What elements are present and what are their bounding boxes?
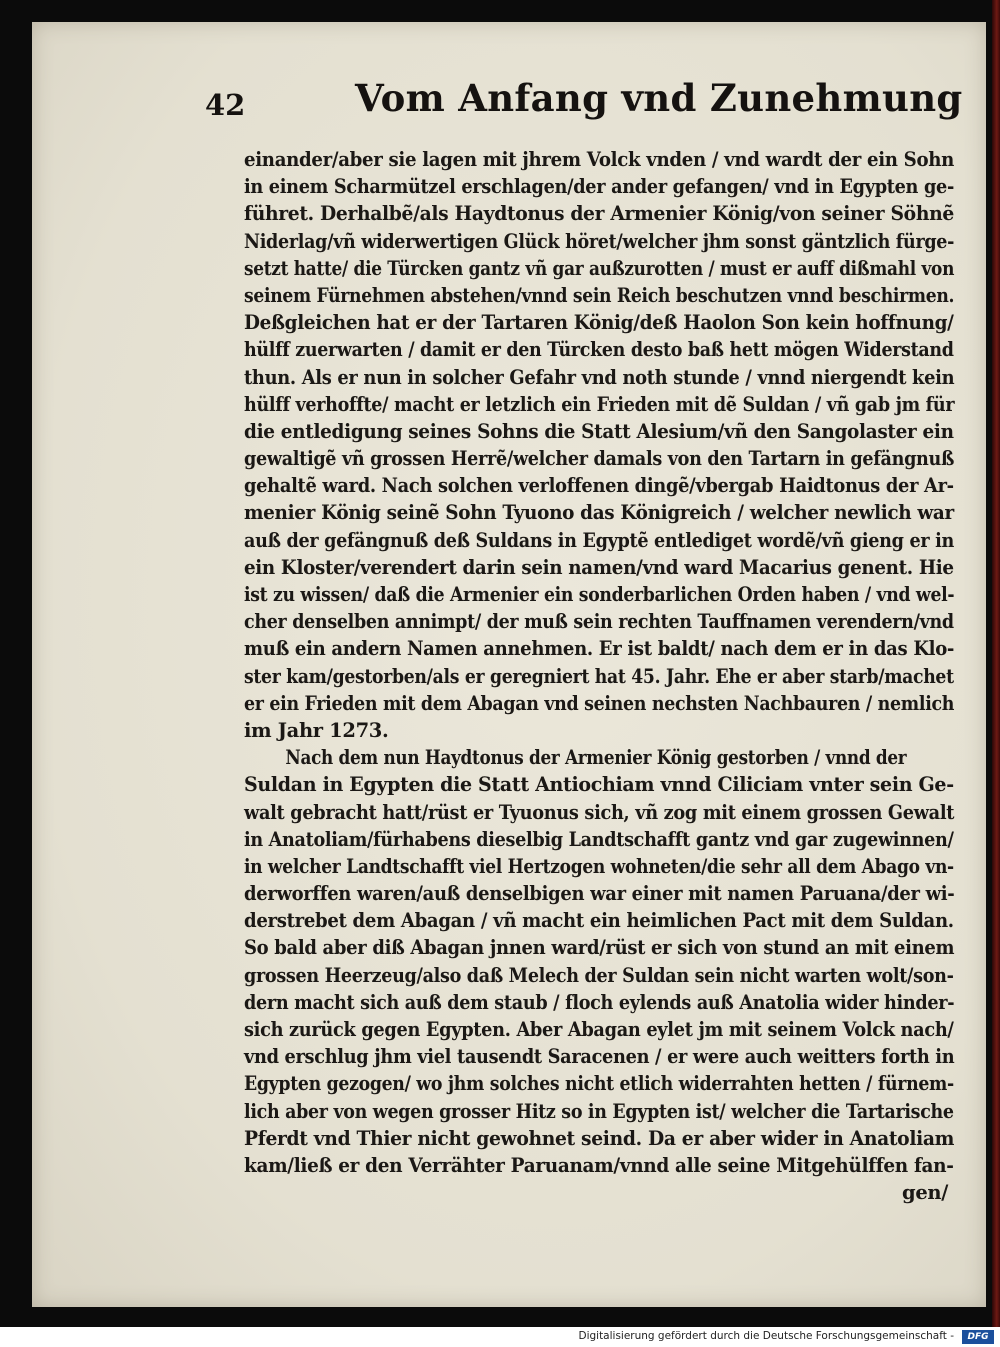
- text-line: derstrebet dem Abagan / vñ macht ein heimlichen Pact mit dem Suldan.: [244, 909, 954, 933]
- text-line: ein Kloster/verendert darin sein namen/vnd ward Macarius genent. Hie: [244, 555, 954, 579]
- running-head-title: Vom Anfang vnd Zunehmung: [355, 76, 963, 120]
- text-line: kam/ließ er den Verrähter Paruanam/vnnd alle seine Mitgehülffen fan-: [244, 1153, 954, 1177]
- text-line: vnd erschlug jhm viel tausendt Saracenen / er were auch weitters forth in: [244, 1045, 955, 1069]
- funding-credit: Digitalisierung gefördert durch die Deutsche Forschungsgemeinschaft -: [578, 1330, 954, 1342]
- text-line: einander/aber sie lagen mit jhrem Volck vnden / vnd wardt der ein Sohn: [244, 148, 955, 171]
- text-line: dern macht sich auß dem staub / floch eylends auß Anatolia wider hinder-: [244, 990, 955, 1014]
- text-line: sich zurück gegen Egypten. Aber Abagan eylet jm mit seinem Volck nach/: [244, 1018, 954, 1041]
- text-line: in einem Scharmützel erschlagen/der ander gefangen/ vnd in Egypten ge-: [244, 175, 954, 199]
- text-line: menier König seinẽ Sohn Tyuono das Königreich / welcher newlich war: [244, 501, 954, 525]
- text-line: in welcher Landtschafft viel Hertzogen wohneten/die sehr all dem Abago vn-: [244, 854, 954, 878]
- text-line: auß der gefängnuß deß Suldans in Egyptẽ entlediget wordẽ/vñ gieng er in: [244, 528, 954, 552]
- text-line: setzt hatte/ die Türcken gantz vñ gar außzurotten / must er auff dißmahl von: [244, 256, 955, 280]
- text-line: gen/: [902, 1181, 948, 1205]
- text-line: die entledigung seines Sohns die Statt Alesium/vñ den Sangolaster ein: [244, 419, 954, 443]
- text-line: walt gebracht hatt/rüst er Tyuonus sich, vñ zog mit einem grossen Gewalt: [244, 800, 955, 824]
- text-line: gehaltẽ ward. Nach solchen verloffenen dingẽ/vbergab Haidtonus der Ar-: [244, 474, 954, 498]
- text-line: cher denselben annimpt/ der muß sein rechten Tauffnamen verendern/vnd: [244, 610, 954, 634]
- text-line: Nach dem nun Haydtonus der Armenier König gestorben / vnnd der: [285, 746, 907, 770]
- text-line: gewaltigẽ vñ grossen Herrẽ/welcher damals von den Tartarn in gefängnuß: [244, 447, 955, 471]
- text-line: So bald aber diß Abagan jnnen ward/rüst er sich von stund an mit einem: [244, 936, 955, 960]
- dfg-logo: DFG: [962, 1330, 994, 1344]
- text-line: hülff zuerwarten / damit er den Türcken desto baß hett mögen Widerstand: [244, 338, 954, 362]
- text-line: seinem Fürnehmen abstehen/vnnd sein Reich beschutzen vnnd beschirmen.: [244, 283, 955, 307]
- text-line: Niderlag/vñ widerwertigen Glück höret/welcher jhm sonst gäntzlich fürge-: [244, 229, 955, 253]
- text-line: Suldan in Egypten die Statt Antiochiam vnnd Ciliciam vnter sein Ge-: [244, 773, 954, 797]
- text-line: im Jahr 1273.: [244, 718, 389, 742]
- body-text: [244, 146, 954, 1206]
- text-line: er ein Frieden mit dem Abagan vnd seinen nechsten Nachbauren / nemlich: [244, 691, 955, 715]
- text-line: muß ein andern Namen annehmen. Er ist baldt/ nach dem er in das Klo-: [244, 637, 955, 661]
- page-number: 42: [205, 88, 246, 122]
- text-line: Egypten gezogen/ wo jhm solches nicht etlich widerrahten hetten / fürnem-: [244, 1072, 954, 1096]
- text-line: in Anatoliam/fürhabens dieselbig Landtschafft gantz vnd gar zugewinnen/: [244, 827, 954, 851]
- text-line: führet. Derhalbẽ/als Haydtonus der Armenier König/von seiner Söhnẽ: [244, 202, 954, 226]
- text-line: Deßgleichen hat er der Tartaren König/deß Haolon Son kein hoffnung/: [244, 311, 954, 335]
- text-line: derworffen waren/auß denselbigen war einer mit namen Paruana/der wi-: [244, 882, 955, 906]
- book-edge: [992, 0, 1000, 1327]
- footer-bar: [0, 1327, 1000, 1347]
- text-line: thun. Als er nun in solcher Gefahr vnd noth stunde / vnnd niergendt kein: [244, 365, 955, 389]
- text-line: hülff verhoffte/ macht er letzlich ein Frieden mit dẽ Suldan / vñ gab jm für: [244, 392, 955, 416]
- text-line: lich aber von wegen grosser Hitz so in Egypten ist/ welcher die Tartarische: [244, 1099, 954, 1123]
- text-line: grossen Heerzeug/also daß Melech der Suldan sein nicht warten wolt/son-: [244, 963, 954, 987]
- text-line: ist zu wissen/ daß die Armenier ein sonderbarlichen Orden haben / vnd wel-: [244, 583, 955, 606]
- running-head: [205, 72, 963, 142]
- text-line: ster kam/gestorben/als er geregniert hat 45. Jahr. Ehe er aber starb/machet: [244, 664, 954, 688]
- text-line: Pferdt vnd Thier nicht gewohnet seind. Da er aber wider in Anatoliam: [244, 1126, 955, 1150]
